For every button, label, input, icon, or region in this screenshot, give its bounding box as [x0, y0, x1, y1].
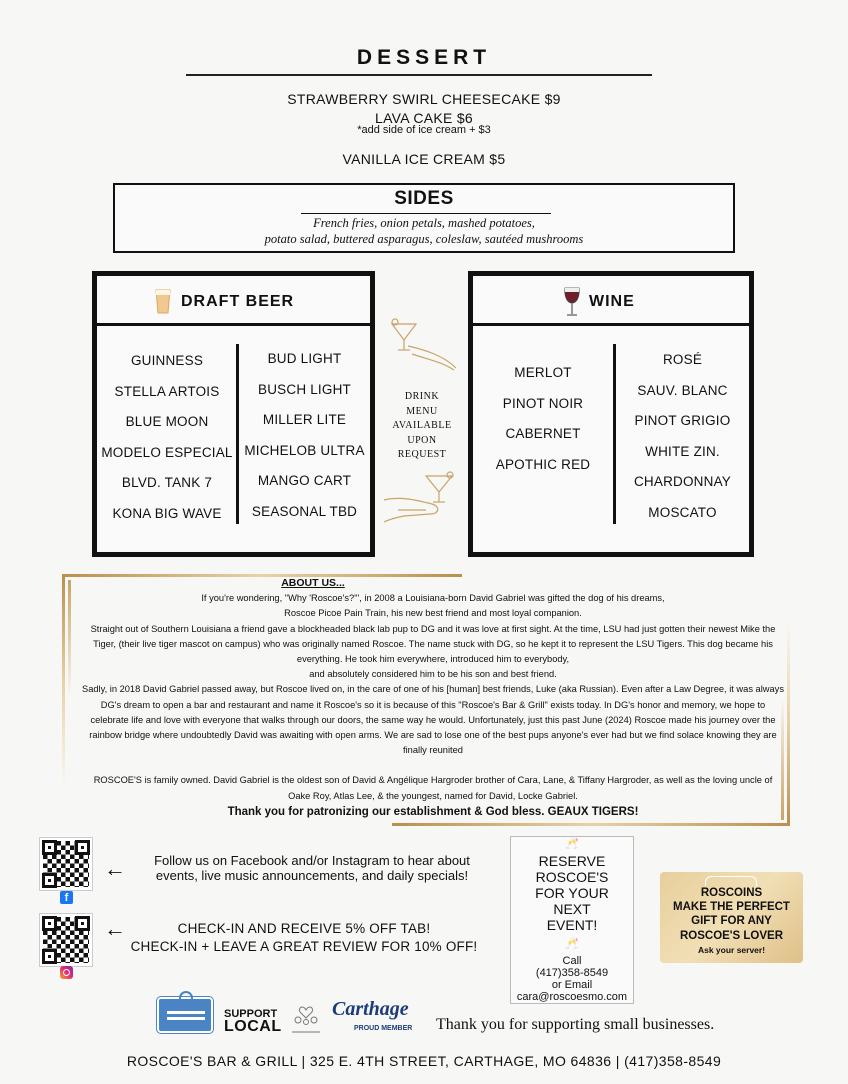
about-paragraph-2b: and absolutely considered him to be his son and best friend.	[309, 669, 557, 680]
arrow-left-icon: ←	[104, 916, 126, 941]
wine-right-list	[616, 352, 749, 535]
wine-item: WHITE ZIN.	[645, 443, 720, 459]
cocktail-hand-icon	[380, 470, 464, 526]
beer-item: BLUE MOON	[125, 414, 209, 429]
wine-title: WINE	[589, 293, 635, 310]
beer-item: STELLA ARTOIS	[114, 383, 220, 399]
sides-box	[113, 183, 735, 253]
drink-note-line: REQUEST	[397, 449, 447, 460]
reserve-line: NEXT	[553, 901, 591, 917]
beer-item: KONA BIG WAVE	[112, 505, 222, 521]
about-paragraph-4: ROSCOE'S is family owned. David Gabriel is the oldest son of David & Angélique Hargroder brother of Cara, Lane, & Tiffany Hargroder, as well as the loving uncle of Oake Roy, Atlas Lee, & the youngest, named for David, Locke Gabriel.	[93, 775, 773, 801]
reserve-box	[510, 836, 634, 1004]
cocktail-glass-icon	[386, 316, 462, 372]
arrow-left-icon: ←	[104, 856, 126, 881]
chamber-proud-member: PROUD MEMBER	[354, 1025, 413, 1032]
draft-beer-header	[97, 276, 370, 326]
support-local-logo-top: SUPPORT	[224, 1008, 278, 1020]
social-line-1: Follow us on Facebook and/or Instagram to hear about	[154, 853, 470, 868]
dessert-item-lava-cake: LAVA CAKE $6	[374, 110, 474, 126]
beer-item: BUD LIGHT	[267, 351, 342, 366]
roscoins-line: ROSCOE'S LOVER	[679, 930, 784, 942]
champagne-icon: 🥂	[565, 838, 579, 850]
wine-item: PINOT NOIR	[502, 395, 584, 411]
wine-glass-icon	[563, 286, 581, 318]
about-paragraph-2: Straight out of Southern Louisiana a friend gave a blockheaded black lab pup to DG and it was love at first sight. At the time, LSU had just gotten their newest Mike the Tiger, (their live tiger mascot on campus) who was originally named Roscoe. The name stuck with DG, so he kept it to represent the LSU Tigers. This dog became his everything. He took him everywhere, introduced him to everybody,	[90, 623, 776, 665]
reserve-phone[interactable]: (417)358-8549	[535, 967, 609, 979]
dessert-item-cheesecake: STRAWBERRY SWIRL CHEESECAKE $9	[287, 91, 561, 107]
beer-item: GUINNESS	[130, 353, 204, 368]
wine-item: MOSCATO	[648, 504, 717, 520]
reserve-line: FOR YOUR	[535, 885, 609, 901]
roscoins-ask: Ask your server!	[697, 945, 766, 955]
reserve-call: Call	[562, 955, 582, 967]
beer-item: SEASONAL TBD	[251, 503, 358, 519]
drink-note-line: DRINK	[404, 391, 440, 402]
beer-item: BLVD. TANK 7	[121, 475, 213, 490]
beer-item: BUSCH LIGHT	[258, 381, 351, 397]
beer-glass-icon	[155, 288, 171, 314]
carthage-chamber-logo: Carthage	[332, 998, 409, 1020]
checkin-line-2: CHECK-IN + LEAVE A GREAT REVIEW FOR 10% OFF!	[130, 939, 478, 954]
wine-left-list	[473, 365, 613, 487]
wine-item: PINOT GRIGIO	[634, 413, 731, 428]
about-thanks: Thank you for patronizing our establishment & God bless. GEAUX TIGERS!	[227, 806, 639, 818]
wine-item: ROSÉ	[662, 352, 703, 367]
beer-left-list	[97, 353, 237, 536]
social-line-2: events, live music announcements, and daily specials!	[155, 868, 469, 883]
footer-address: ROSCOE'S BAR & GRILL | 325 E. 4TH STREET, CARTHAGE, MO 64836 | (417)358-8549	[126, 1053, 722, 1069]
champagne-icon: 🥂	[565, 938, 579, 950]
drink-menu-note	[384, 390, 460, 463]
about-paragraph-1a: If you're wondering, "Why 'Roscoe's?'", in 2008 a Louisiana-born David Gabriel was gifted the dog of his dreams,	[201, 593, 665, 604]
instagram-icon	[60, 966, 73, 979]
reserve-line: RESERVE	[538, 853, 606, 869]
about-us-title: ABOUT US...	[281, 577, 345, 589]
wine-item: CHARDONNAY	[633, 474, 731, 489]
checkin-qr-code[interactable]	[40, 914, 94, 968]
gift-bow-icon	[705, 876, 757, 886]
social-follow-text	[132, 853, 492, 883]
sides-divider	[301, 213, 551, 214]
wine-box	[468, 271, 754, 557]
facebook-icon: f	[60, 891, 73, 904]
dessert-divider	[186, 74, 652, 76]
beer-item: MODELO ESPECIAL	[101, 444, 233, 460]
dessert-item-ice-cream: VANILLA ICE CREAM $5	[342, 151, 506, 167]
reserve-or-email: or Email	[551, 979, 593, 991]
beer-item: MANGO CART	[257, 473, 352, 488]
drink-note-line: AVAILABLE	[392, 420, 452, 431]
reserve-email[interactable]: cara@roscoesmo.com	[516, 991, 628, 1003]
support-small-business-text: Thank you for supporting small businesses.	[436, 1016, 715, 1033]
wine-item: CABERNET	[505, 426, 581, 441]
beer-item: MILLER LITE	[262, 412, 347, 427]
drink-note-line: MENU	[406, 405, 438, 417]
dessert-ice-cream-note: *add side of ice cream + $3	[357, 124, 491, 136]
checkin-line-1: CHECK-IN AND RECEIVE 5% OFF TAB!	[177, 921, 431, 936]
dessert-title: DESSERT	[356, 46, 492, 69]
wine-item: APOTHIC RED	[495, 456, 591, 472]
family-owned-icon	[286, 1002, 326, 1036]
wine-header	[473, 276, 749, 326]
shop-small-bag-icon	[157, 997, 213, 1033]
drink-note-line: UPON	[407, 434, 437, 446]
checkin-text	[116, 921, 492, 954]
about-paragraph-3: Sadly, in 2018 David Gabriel passed away, but Roscoe lived on, in the care of one of his [human] best friends, Luke (aka Russian). Even after a Law Degree, it was always DG's dream to open a bar and restaurant and name it Roscoe's so it is because of this "Roscoe's Bar & Grill" exists today. In DG's honor and memory, we hope to celebrate life and love with everyone that walks through our doors, the same way he would. Unfortunately, just this past June (2024) Roscoe made his journey over the rainbow bridge where undoubtedly David was awaiting with open arms. We are sad to lose one of the best pups anyone's ever had but we find solace knowing they are finally reunited	[82, 684, 784, 756]
facebook-qr-code[interactable]	[40, 838, 94, 892]
roscoins-line: GIFT FOR ANY	[691, 915, 772, 927]
roscoins-line: MAKE THE PERFECT	[673, 901, 790, 913]
about-paragraph-1b: Roscoe Picoe Pain Train, his new best friend and most loyal companion.	[284, 608, 582, 619]
draft-beer-title: DRAFT BEER	[181, 293, 295, 310]
support-local-logo-bottom: LOCAL	[224, 1018, 282, 1035]
reserve-line: EVENT!	[546, 917, 598, 933]
about-us-text	[82, 576, 784, 804]
roscoins-gift-card	[660, 872, 803, 963]
wine-item: MERLOT	[514, 365, 572, 380]
reserve-line: ROSCOE'S	[535, 869, 609, 885]
sides-title: SIDES	[394, 188, 454, 209]
wine-item: SAUV. BLANC	[637, 382, 728, 398]
draft-beer-box	[92, 271, 375, 557]
roscoins-title: ROSCOINS	[700, 887, 763, 899]
beer-item: MICHELOB ULTRA	[244, 442, 365, 458]
beer-right-list	[239, 351, 370, 534]
sides-line-2: potato salad, buttered asparagus, coleslaw, sautéed mushrooms	[264, 232, 584, 246]
sides-line-1: French fries, onion petals, mashed potatoes,	[313, 216, 535, 230]
